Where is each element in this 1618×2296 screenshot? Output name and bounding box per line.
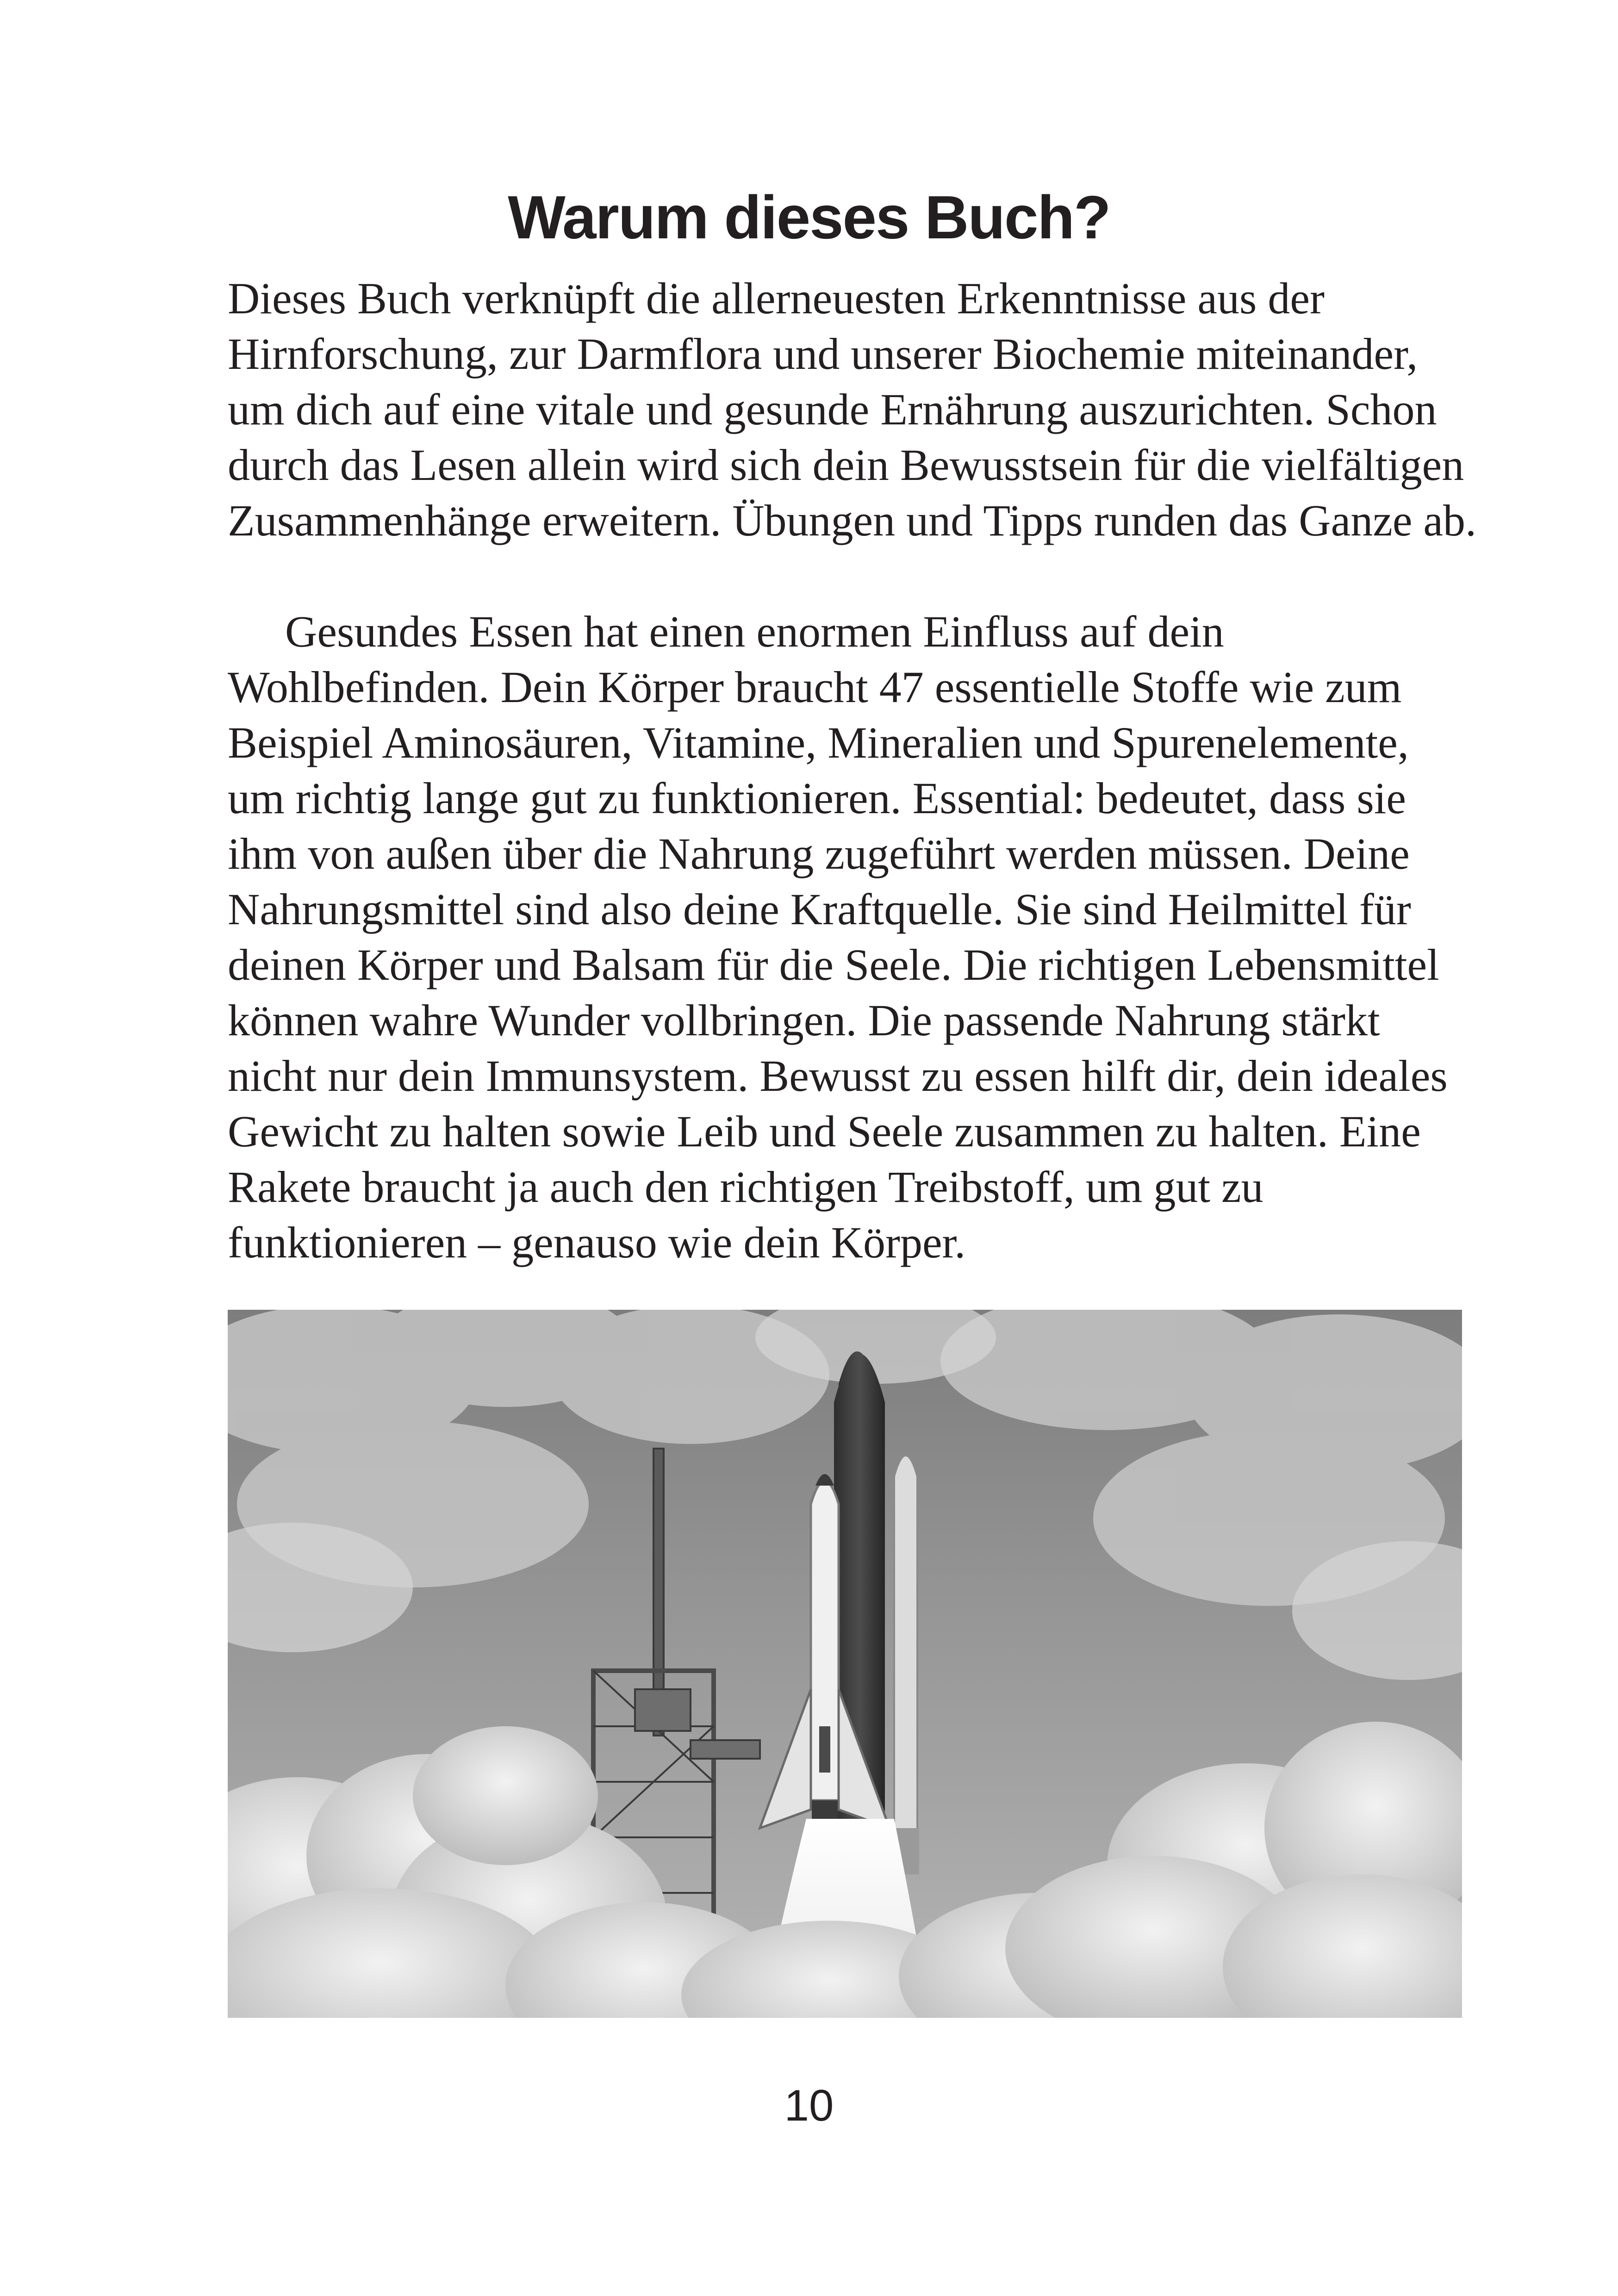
paragraph-line: nicht nur dein Immunsystem. Bewusst zu essen hilft dir, dein ideales xyxy=(228,1051,1448,1101)
page-number: 10 xyxy=(784,2081,834,2130)
intro-paragraph xyxy=(228,271,1477,548)
paragraph-line: Gesundes Essen hat einen enormen Einfluss auf dein xyxy=(285,607,1224,656)
solid-rocket-booster xyxy=(892,1456,919,1874)
page-title: Warum dieses Buch? xyxy=(508,183,1110,251)
paragraph-line: können wahre Wunder vollbringen. Die passende Nahrung stärkt xyxy=(228,996,1380,1045)
paragraph-line: Gewicht zu halten sowie Leib und Seele zusammen zu halten. Eine xyxy=(228,1107,1421,1156)
paragraph-line: Beispiel Aminosäuren, Vitamine, Mineralien und Spurenelemente, xyxy=(228,718,1409,767)
body-paragraph xyxy=(228,604,1468,1270)
paragraph-line: Hirnforschung, zur Darmflora und unserer Biochemie miteinander, xyxy=(228,329,1418,379)
paragraph-line: deinen Körper und Balsam für die Seele. Die richtigen Lebensmittel xyxy=(228,940,1439,989)
paragraph-line: um richtig lange gut zu funktionieren. Essential: bedeutet, dass sie xyxy=(228,773,1406,823)
paragraph-line: um dich auf eine vitale und gesunde Ernährung auszurichten. Schon xyxy=(228,385,1437,434)
paragraph-line: durch das Lesen allein wird sich dein Bewusstsein für die vielfältigen xyxy=(228,440,1464,490)
paragraph-line: Wohlbefinden. Dein Körper braucht 47 essentielle Stoffe wie zum xyxy=(228,662,1402,712)
paragraph-line: funktionieren – genauso wie dein Körper. xyxy=(228,1218,966,1267)
paragraph-line: Zusammenhänge erweitern. Übungen und Tipps runden das Ganze ab. xyxy=(228,496,1477,545)
paragraph-line: Dieses Buch verknüpft die allerneuesten Erkenntnisse aus der xyxy=(228,274,1325,323)
paragraph-line: Nahrungsmittel sind also deine Kraftquelle. Sie sind Heilmittel für xyxy=(228,884,1411,934)
space-shuttle-launch-photo xyxy=(228,1310,1462,2018)
paragraph-line: ihm von außen über die Nahrung zugeführt werden müssen. Deine xyxy=(228,829,1410,878)
paragraph-line: Rakete braucht ja auch den richtigen Treibstoff, um gut zu xyxy=(228,1162,1263,1212)
